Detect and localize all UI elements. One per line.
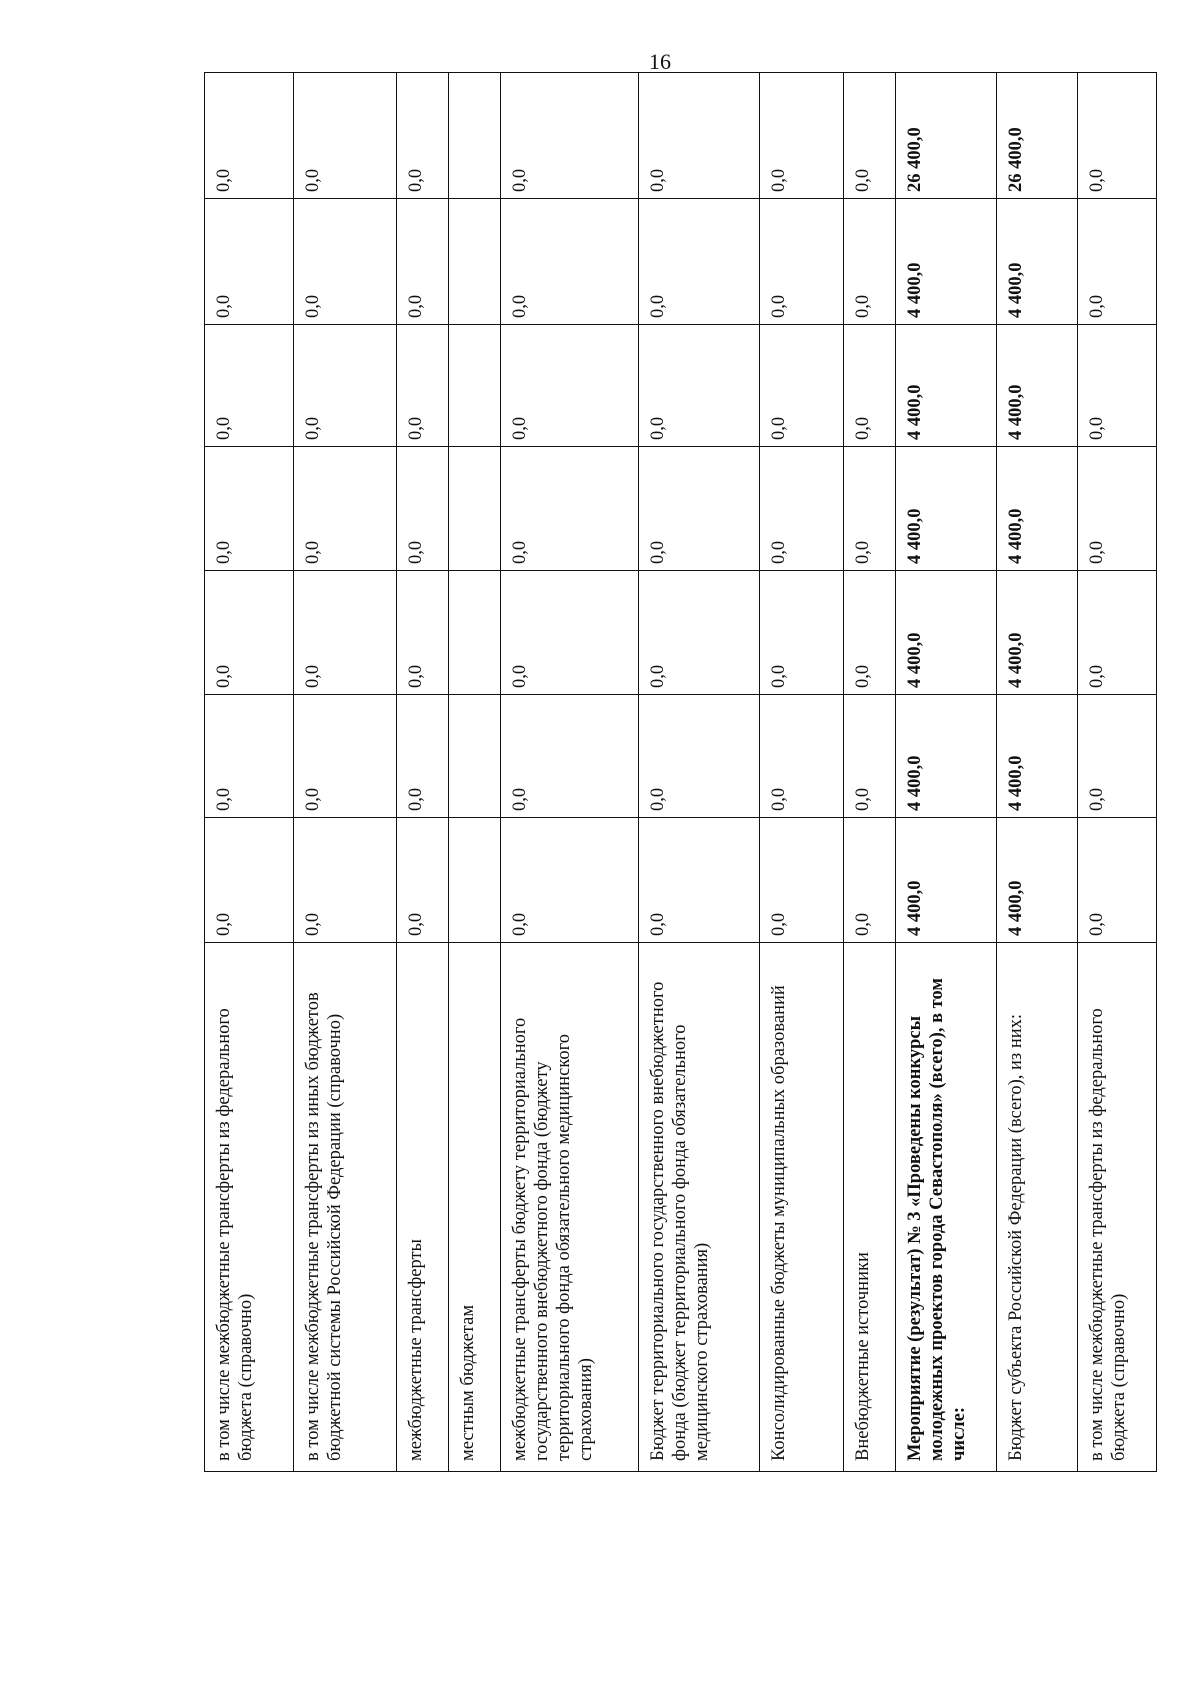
value-cell: 0,0 — [397, 325, 449, 447]
page-number: 16 — [649, 49, 671, 74]
value-cell: 0,0 — [294, 447, 397, 571]
value-cell: 0,0 — [1078, 818, 1157, 943]
value-cell: 0,0 — [1078, 199, 1157, 325]
value-cell: 0,0 — [205, 571, 294, 695]
value-cell: 0,0 — [760, 571, 844, 695]
value-cell: 0,0 — [760, 818, 844, 943]
value-cell: 0,0 — [844, 447, 896, 571]
table-row — [896, 73, 997, 1472]
value-cell: 0,0 — [639, 818, 760, 943]
row-label: межбюджетные трансферты бюджету территориального государственного внебюджетного фонда (бюджету территориального фонда обязательного медицинского страхования) — [501, 943, 639, 1472]
value-cell: 0,0 — [205, 447, 294, 571]
value-cell: 0,0 — [397, 73, 449, 199]
value-cell: 0,0 — [844, 73, 896, 199]
value-cell: 0,0 — [844, 695, 896, 818]
value-cell: 26 400,0 — [896, 73, 997, 199]
row-label: Консолидированные бюджеты муниципальных образований — [760, 943, 844, 1472]
row-label: в том числе межбюджетные трансферты из федерального бюджета (справочно) — [1078, 943, 1157, 1472]
value-cell: 0,0 — [294, 695, 397, 818]
value-cell: 4 400,0 — [896, 695, 997, 818]
value-cell: 4 400,0 — [896, 818, 997, 943]
value-cell — [449, 447, 501, 571]
value-cell: 0,0 — [294, 818, 397, 943]
value-cell: 0,0 — [294, 73, 397, 199]
value-cell: 0,0 — [1078, 695, 1157, 818]
value-cell: 0,0 — [294, 325, 397, 447]
row-label: Мероприятие (результат) № 3 «Проведены конкурсы молодежных проектов города Севастополя» (всего), в том числе: — [896, 943, 997, 1472]
value-cell: 4 400,0 — [997, 695, 1078, 818]
value-cell: 0,0 — [501, 818, 639, 943]
value-cell: 0,0 — [501, 447, 639, 571]
value-cell: 0,0 — [844, 325, 896, 447]
value-cell: 4 400,0 — [896, 571, 997, 695]
row-label: местным бюджетам — [449, 943, 501, 1472]
value-cell: 0,0 — [501, 199, 639, 325]
value-cell: 4 400,0 — [896, 199, 997, 325]
value-cell: 4 400,0 — [997, 447, 1078, 571]
value-cell: 0,0 — [397, 571, 449, 695]
value-cell: 0,0 — [205, 818, 294, 943]
table-row — [294, 73, 397, 1472]
table-row — [449, 73, 501, 1472]
value-cell: 0,0 — [760, 325, 844, 447]
value-cell: 0,0 — [205, 325, 294, 447]
value-cell: 4 400,0 — [997, 199, 1078, 325]
value-cell: 0,0 — [501, 571, 639, 695]
value-cell — [449, 325, 501, 447]
value-cell — [449, 73, 501, 199]
value-cell: 4 400,0 — [997, 571, 1078, 695]
value-cell: 0,0 — [844, 571, 896, 695]
value-cell: 0,0 — [501, 325, 639, 447]
value-cell: 4 400,0 — [896, 447, 997, 571]
value-cell: 0,0 — [639, 199, 760, 325]
table-row — [760, 73, 844, 1472]
value-cell: 0,0 — [397, 199, 449, 325]
value-cell: 0,0 — [397, 695, 449, 818]
value-cell: 0,0 — [844, 199, 896, 325]
table-row — [501, 73, 639, 1472]
value-cell: 0,0 — [1078, 571, 1157, 695]
value-cell: 0,0 — [1078, 447, 1157, 571]
value-cell: 0,0 — [760, 199, 844, 325]
table-row — [639, 73, 760, 1472]
row-label: в том числе межбюджетные трансферты из федерального бюджета (справочно) — [205, 943, 294, 1472]
value-cell: 4 400,0 — [997, 818, 1078, 943]
value-cell — [449, 571, 501, 695]
value-cell: 0,0 — [294, 571, 397, 695]
value-cell: 0,0 — [639, 325, 760, 447]
value-cell: 0,0 — [760, 73, 844, 199]
budget-table — [204, 72, 1157, 1472]
row-label: Внебюджетные источники — [844, 943, 896, 1472]
table-row — [997, 73, 1078, 1472]
value-cell: 0,0 — [1078, 325, 1157, 447]
budget-table-body — [205, 73, 1157, 1472]
value-cell: 0,0 — [760, 695, 844, 818]
value-cell: 0,0 — [639, 447, 760, 571]
table-row — [205, 73, 294, 1472]
value-cell: 0,0 — [294, 199, 397, 325]
value-cell: 4 400,0 — [997, 325, 1078, 447]
table-row — [1078, 73, 1157, 1472]
table-row — [844, 73, 896, 1472]
value-cell: 0,0 — [639, 695, 760, 818]
value-cell: 0,0 — [205, 199, 294, 325]
row-label: межбюджетные трансферты — [397, 943, 449, 1472]
row-label: Бюджет субъекта Российской Федерации (всего), из них: — [997, 943, 1078, 1472]
value-cell: 0,0 — [1078, 73, 1157, 199]
value-cell: 0,0 — [397, 818, 449, 943]
row-label: Бюджет территориального государственного внебюджетного фонда (бюджет территориального фонда обязательного медицинского страхования) — [639, 943, 760, 1472]
value-cell: 0,0 — [639, 73, 760, 199]
value-cell: 0,0 — [205, 73, 294, 199]
table-row — [397, 73, 449, 1472]
budget-table-rotated — [204, 73, 1157, 1472]
value-cell: 0,0 — [844, 818, 896, 943]
value-cell: 4 400,0 — [896, 325, 997, 447]
value-cell: 0,0 — [639, 571, 760, 695]
value-cell: 26 400,0 — [997, 73, 1078, 199]
value-cell — [449, 199, 501, 325]
value-cell — [449, 695, 501, 818]
value-cell — [449, 818, 501, 943]
value-cell: 0,0 — [501, 695, 639, 818]
row-label: в том числе межбюджетные трансферты из иных бюджетов бюджетной системы Российской Федерации (справочно) — [294, 943, 397, 1472]
value-cell: 0,0 — [501, 73, 639, 199]
value-cell: 0,0 — [397, 447, 449, 571]
value-cell: 0,0 — [760, 447, 844, 571]
value-cell: 0,0 — [205, 695, 294, 818]
